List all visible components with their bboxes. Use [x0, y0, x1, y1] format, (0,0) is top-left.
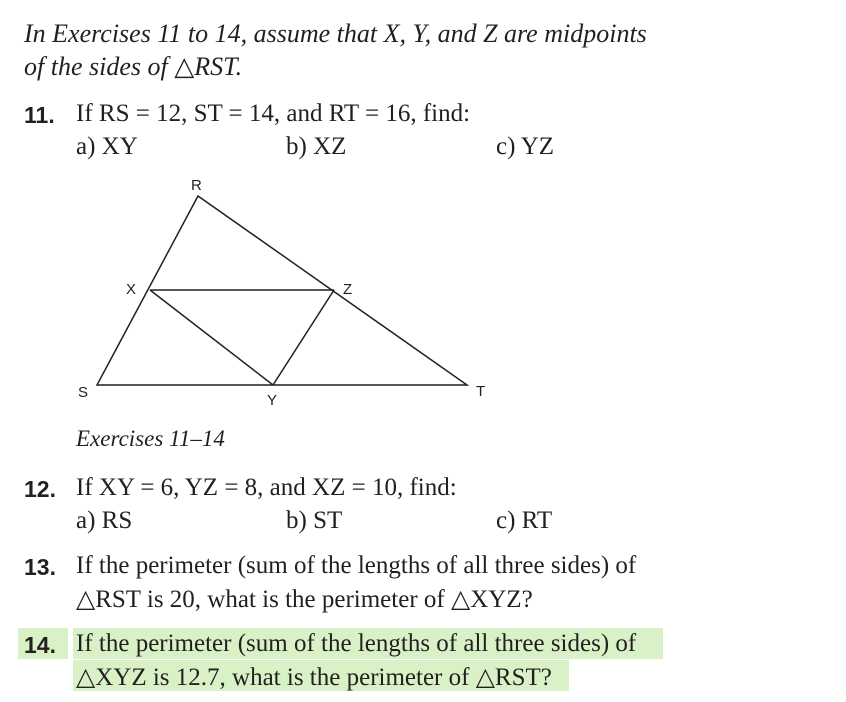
exercise-11-prompt: If RS = 12, ST = 14, and RT = 16, find: [76, 100, 471, 127]
intro-line-1: In Exercises 11 to 14, assume that X, Y, and Z are midpoints [24, 19, 647, 48]
segment-xy [150, 290, 273, 385]
exercise-11-option-c: c) YZ [496, 133, 555, 160]
exercise-13-number: 13. [24, 554, 56, 580]
label-y: Y [267, 392, 278, 409]
exercise-12-prompt: If XY = 6, YZ = 8, and XZ = 10, find: [76, 474, 457, 501]
exercise-14-line-2: △XYZ is 12.7, what is the perimeter of △RST? [76, 664, 552, 691]
figure-caption: Exercises 11–14 [76, 426, 225, 451]
exercise-11-number: 11. [24, 102, 55, 128]
exercise-12-option-a: a) RS [76, 507, 133, 534]
exercise-11-option-b: b) XZ [286, 133, 347, 160]
label-z: Z [343, 281, 353, 298]
label-r: R [191, 177, 202, 194]
segment-yz [273, 290, 334, 385]
intro-line-2: of the sides of △RST. [24, 52, 243, 81]
exercise-12-number: 12. [24, 476, 56, 502]
exercise-14-line-1: If the perimeter (sum of the lengths of all three sides) of [76, 630, 637, 657]
label-x: X [126, 281, 137, 298]
label-s: S [78, 384, 89, 401]
exercise-12-option-c: c) RT [496, 507, 553, 534]
exercise-14-number: 14. [24, 632, 56, 658]
exercise-13-line-1: If the perimeter (sum of the lengths of all three sides) of [76, 552, 637, 579]
label-t: T [476, 383, 486, 400]
exercise-11-option-a: a) XY [76, 133, 138, 160]
exercise-12-option-b: b) ST [286, 507, 343, 534]
exercise-13-line-2: △RST is 20, what is the perimeter of △XYZ? [76, 586, 533, 613]
